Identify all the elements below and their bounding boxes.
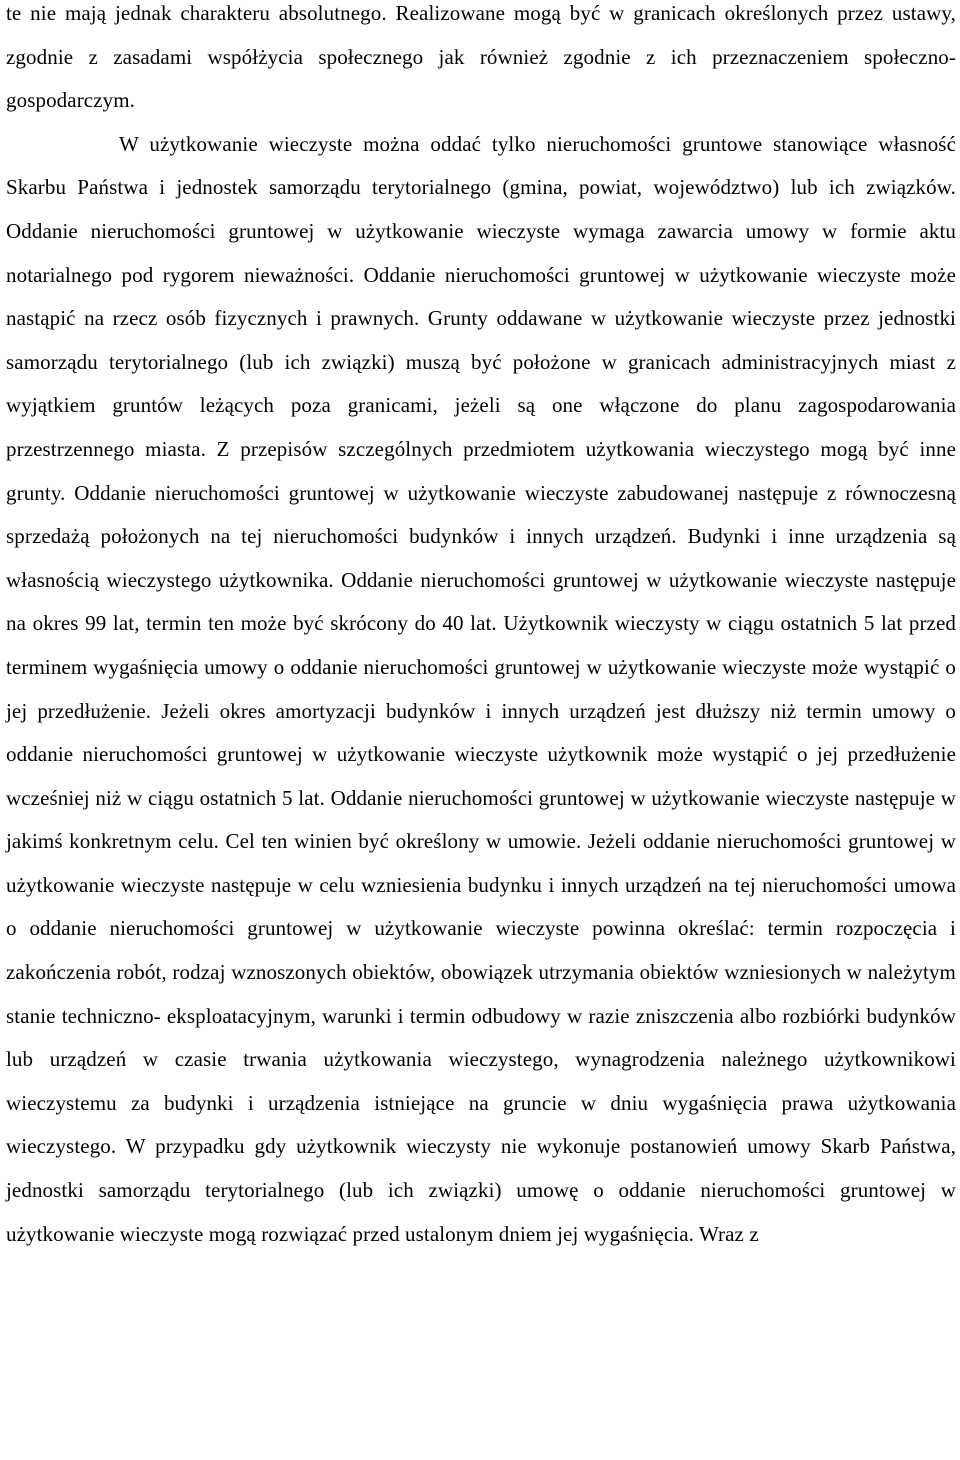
- paragraph-continuation: te nie mają jednak charakteru absolutnego. Realizowane mogą być w granicach określonych przez ustawy, zgodnie z zasadami współżycia społecznego jak również zgodnie z ich przeznaczeniem społeczno- gospodarczym.: [6, 1, 956, 113]
- paragraph-perpetual-usufruct: W użytkowanie wieczyste można oddać tylko nieruchomości gruntowe stanowiące własność Skarbu Państwa i jednostek samorządu terytorialnego (gmina, powiat, województwo) lub ich związków. Oddanie nieruchomości gruntowej w użytkowanie wieczyste wymaga zawarcia umowy w formie aktu notarialnego pod rygorem nieważności. Oddanie nieruchomości gruntowej w użytkowanie wieczyste może nastąpić na rzecz osób fizycznych i prawnych. Grunty oddawane w użytkowanie wieczyste przez jednostki samorządu terytorialnego (lub ich związki) muszą być położone w granicach administracyjnych miast z wyjątkiem gruntów leżących poza granicami, jeżeli są one włączone do planu zagospodarowania przestrzennego miasta. Z przepisów szczególnych przedmiotem użytkowania wieczystego mogą być inne grunty. Oddanie nieruchomości gruntowej w użytkowanie wieczyste zabudowanej następuje z równoczesną sprzedażą położonych na tej nieruchomości budynków i innych urządzeń. Budynki i inne urządzenia są własnością wieczystego użytkownika. Oddanie nieruchomości gruntowej w użytkowanie wieczyste następuje na okres 99 lat, termin ten może być skrócony do 40 lat. Użytkownik wieczysty w ciągu ostatnich 5 lat przed terminem wygaśnięcia umowy o oddanie nieruchomości gruntowej w użytkowanie wieczyste może wystąpić o jej przedłużenie. Jeżeli okres amortyzacji budynków i innych urządzeń jest dłuższy niż termin umowy o oddanie nieruchomości gruntowej w użytkowanie wieczyste użytkownik może wystąpić o jej przedłużenie wcześniej niż w ciągu ostatnich 5 lat. Oddanie nieruchomości gruntowej w użytkowanie wieczyste następuje w jakimś konkretnym celu. Cel ten winien być określony w umowie. Jeżeli oddanie nieruchomości gruntowej w użytkowanie wieczyste następuje w celu wzniesienia budynku i innych urządzeń na tej nieruchomości umowa o oddanie nieruchomości gruntowej w użytkowanie wieczyste powinna określać: termin rozpoczęcia i zakończenia robót, rodzaj wznoszonych obiektów, obowiązek utrzymania obiektów wzniesionych w należytym stanie techniczno- eksploatacyjnym, warunki i termin odbudowy w razie zniszczenia albo rozbiórki budynków lub urządzeń w czasie trwania użytkowania wieczystego, wynagrodzenia należnego użytkownikowi wieczystemu za budynki i urządzenia istniejące na gruncie w dniu wygaśnięcia prawa użytkowania wieczystego. W przypadku gdy użytkownik wieczysty nie wykonuje postanowień umowy Skarb Państwa, jednostki samorządu terytorialnego (lub ich związki) umowę o oddanie nieruchomości gruntowej w użytkowanie wieczyste mogą rozwiązać przed ustalonym dniem jej wygaśnięcia. Wraz z: [6, 131, 956, 1246]
